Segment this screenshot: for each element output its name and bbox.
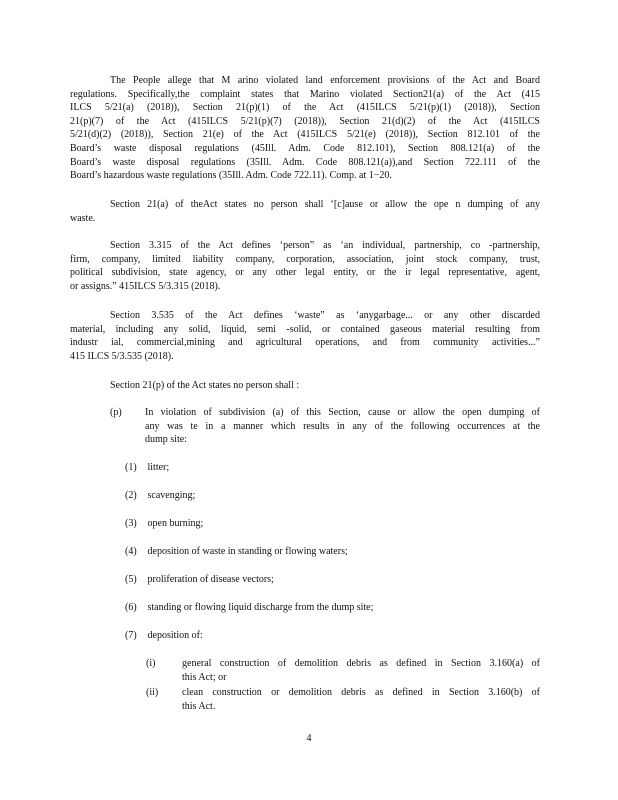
text-line: Board’s hazardous waste regulations (35Ill. Adm. Code 722.11). Comp. at 1−20. <box>70 170 392 182</box>
list-item-number: (6) <box>125 602 137 613</box>
text-line: Section 21(a) of theAct states no person shall ‘[c]ause or allow the ope n dumping of any <box>110 199 540 210</box>
paragraph-person-definition <box>70 239 540 293</box>
text-line: Section 3.315 of the Act defines ‘person” as ‘an individual, partnership, co -partnership, <box>110 240 540 251</box>
list-item <box>125 489 195 503</box>
text-line: Board’s waste disposal regulations (35Ill. Adm. Code 808.121(a)),and Section 722.111 of the <box>70 156 540 168</box>
text-line: Board’s waste disposal regulations (45Ill. Adm. Code 812.101), Section 808.121(a) of the <box>70 142 540 154</box>
subsection-marker: (p) <box>110 407 122 418</box>
roman-item-number: (i) <box>146 658 156 669</box>
list-item <box>125 545 348 559</box>
list-item <box>125 601 373 615</box>
roman-item-text <box>182 686 540 713</box>
text-line: regulations. Specifically,the complaint states that Marino violated Section21(a) of the Act (415 <box>70 88 540 100</box>
text-line: any was te in a manner which results in any of the following occurrences at the <box>145 420 540 432</box>
list-item-number: (3) <box>125 518 137 529</box>
list-item <box>125 461 169 475</box>
paragraph-section-21a <box>70 198 540 225</box>
text-line: this Act. <box>182 700 216 712</box>
text-line: 21(p)(7) of the Act (415ILCS 5/21(p)(7) (2018)), Section 21(d)(2) of the Act (415ILCS <box>70 115 540 127</box>
list-item-text: scavenging; <box>147 490 196 501</box>
list-item <box>125 517 203 531</box>
text-line: In violation of subdivision (a) of this Section, cause or allow the open dumping of <box>145 407 540 418</box>
page-number: 4 <box>306 733 312 744</box>
list-item <box>125 573 274 587</box>
text-line: clean construction or demolition debris as defined in Section 3.160(b) of <box>182 687 540 698</box>
roman-item-text <box>182 657 540 684</box>
list-item-number: (4) <box>125 546 137 557</box>
roman-item-number: (ii) <box>146 687 159 698</box>
paragraph-section-21p-intro: Section 21(p) of the Act states no person shall : <box>110 380 300 391</box>
text-line: The People allege that M arino violated land enforcement provisions of the Act and Board <box>110 75 540 86</box>
list-item-text: litter; <box>147 462 170 473</box>
text-line: waste. <box>70 212 96 224</box>
list-item-text: standing or flowing liquid discharge from the dump site; <box>147 602 374 613</box>
list-item <box>125 629 203 643</box>
text-line: 415 ILCS 5/3.535 (2018). <box>70 350 174 362</box>
text-line: firm, company, limited liability company, corporation, association, joint stock company, trust, <box>70 253 540 265</box>
text-line: 5/21(d)(2) (2018)), Section 21(e) of the Act (415ILCS 5/21(e) (2018)), Section 812.101 of the <box>70 129 540 141</box>
text-line: ILCS 5/21(a) (2018)), Section 21(p)(1) of the Act (415ILCS 5/21(p)(1) (2018)), Section <box>70 102 540 114</box>
text-line: industr ial, commercial,mining and agricultural operations, and from community activities...” <box>70 337 540 349</box>
list-item-number: (2) <box>125 490 137 501</box>
list-item-number: (7) <box>125 630 137 641</box>
list-item-number: (5) <box>125 574 137 585</box>
list-item-number: (1) <box>125 462 137 473</box>
list-item-text: deposition of: <box>147 630 203 641</box>
text-line: or assigns.” 415ILCS 5/3.315 (2018). <box>70 280 221 292</box>
text-line: this Act; or <box>182 671 227 683</box>
paragraph-waste-definition <box>70 309 540 363</box>
list-item-text: open burning; <box>147 518 204 529</box>
text-line: dump site: <box>145 434 187 446</box>
list-item-text: proliferation of disease vectors; <box>147 574 274 585</box>
paragraph-allegations <box>70 74 540 183</box>
text-line: material, including any solid, liquid, semi -solid, or contained gaseous material resulting from <box>70 323 540 335</box>
text-line: political subdivision, state agency, or any other legal entity, or the ir legal representative, agent, <box>70 267 540 279</box>
subsection-body <box>145 406 540 447</box>
list-item-text: deposition of waste in standing or flowing waters; <box>147 546 348 557</box>
text-line: Section 3.535 of the Act defines ‘waste” as ‘anygarbage... or any other discarded <box>110 310 540 321</box>
text-line: general construction of demolition debris as defined in Section 3.160(a) of <box>182 658 540 669</box>
